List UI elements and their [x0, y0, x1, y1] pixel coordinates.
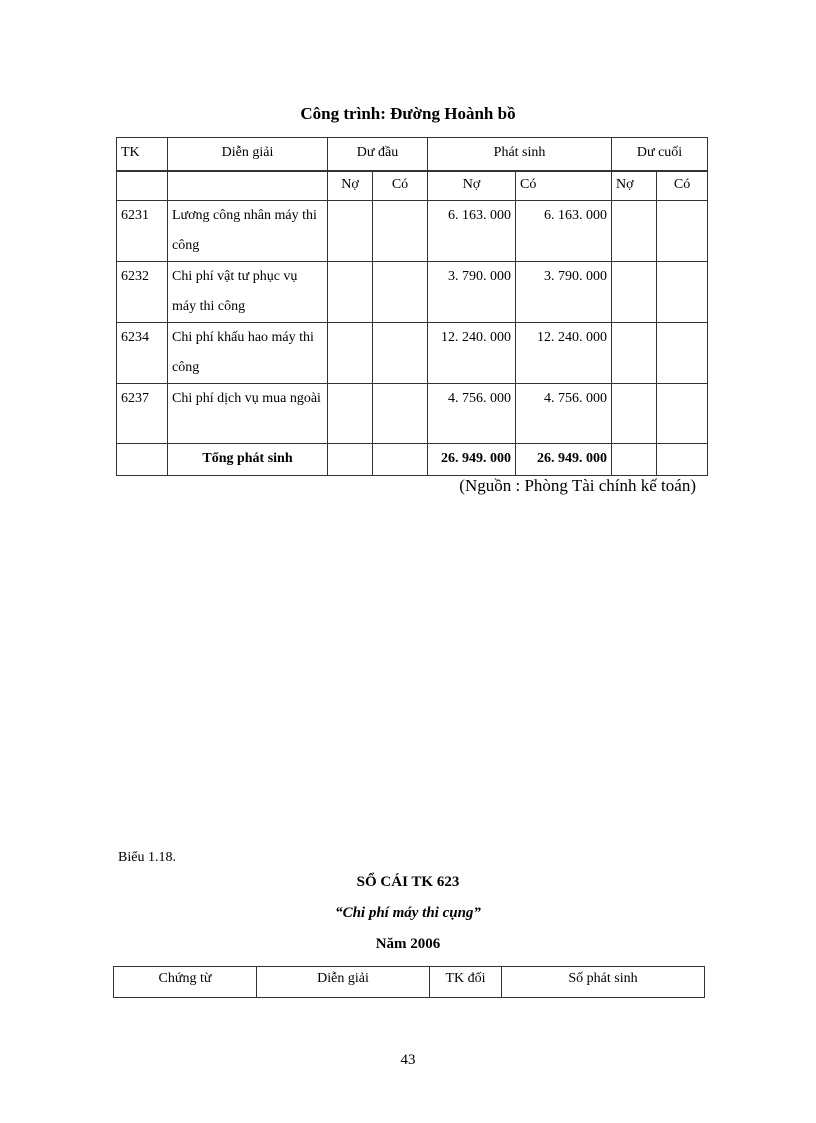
- subheader-phat-sinh-co: Có: [516, 171, 612, 201]
- row-ps-co: 4. 756. 000: [516, 384, 612, 444]
- table-row: [117, 262, 708, 323]
- row-tk: 6237: [117, 384, 168, 444]
- row-ps-co: 6. 163. 000: [516, 201, 612, 262]
- table-row: [117, 323, 708, 384]
- section-title: Công trình: Đường Hoành bồ: [300, 104, 516, 123]
- header-du-dau: Dư đầu: [328, 138, 428, 172]
- header-dien-giai: Diễn giải: [168, 138, 328, 172]
- header-row: [117, 138, 708, 172]
- table-row: [117, 384, 708, 444]
- row-ps-no: 4. 756. 000: [428, 384, 516, 444]
- source-note: (Nguồn : Phòng Tài chính kế toán): [459, 476, 696, 495]
- row-tk: 6231: [117, 201, 168, 262]
- bieu-label: Biểu 1.18.: [118, 850, 176, 865]
- ledger-header-tk-doi: TK đối: [430, 967, 502, 998]
- row-ps-co: 12. 240. 000: [516, 323, 612, 384]
- ledger-table: [113, 966, 705, 998]
- subheader-du-cuoi-co: Có: [657, 171, 708, 201]
- total-label: Tổng phát sinh: [168, 444, 328, 476]
- ledger-header-so-phat-sinh: Số phát sinh: [502, 967, 705, 998]
- table-row: [117, 201, 708, 262]
- row-ps-co: 3. 790. 000: [516, 262, 612, 323]
- header-du-cuoi: Dư cuối: [612, 138, 708, 172]
- ledger-header-chung-tu: Chứng từ: [114, 967, 257, 998]
- row-desc: Chi phí dịch vụ mua ngoài: [168, 384, 328, 444]
- row-tk: 6234: [117, 323, 168, 384]
- subheader-du-dau-co: Có: [373, 171, 428, 201]
- ledger-subtitle: “Chi phí máy thi cụng”: [335, 905, 481, 921]
- row-desc: Chi phí khấu hao máy thi công: [168, 323, 328, 384]
- ledger-header-dien-giai: Diễn giải: [257, 967, 430, 998]
- total-row: [117, 444, 708, 476]
- row-desc: Chi phí vật tư phục vụ máy thi công: [168, 262, 328, 323]
- page-number: 43: [400, 1052, 416, 1068]
- ledger-header-row: [114, 967, 705, 998]
- subheader-phat-sinh-no: Nợ: [428, 171, 516, 201]
- total-ps-co: 26. 949. 000: [516, 444, 612, 476]
- header-phat-sinh: Phát sinh: [428, 138, 612, 172]
- row-tk: 6232: [117, 262, 168, 323]
- total-ps-no: 26. 949. 000: [428, 444, 516, 476]
- account-summary-table: [116, 137, 708, 476]
- row-desc: Lương công nhân máy thi công: [168, 201, 328, 262]
- header-tk: TK: [117, 138, 168, 172]
- row-ps-no: 12. 240. 000: [428, 323, 516, 384]
- ledger-year: Năm 2006: [375, 936, 441, 952]
- row-ps-no: 6. 163. 000: [428, 201, 516, 262]
- subheader-row: [117, 171, 708, 201]
- subheader-du-cuoi-no: Nợ: [612, 171, 657, 201]
- ledger-title: SỔ CÁI TK 623: [356, 874, 460, 890]
- subheader-du-dau-no: Nợ: [328, 171, 373, 201]
- row-ps-no: 3. 790. 000: [428, 262, 516, 323]
